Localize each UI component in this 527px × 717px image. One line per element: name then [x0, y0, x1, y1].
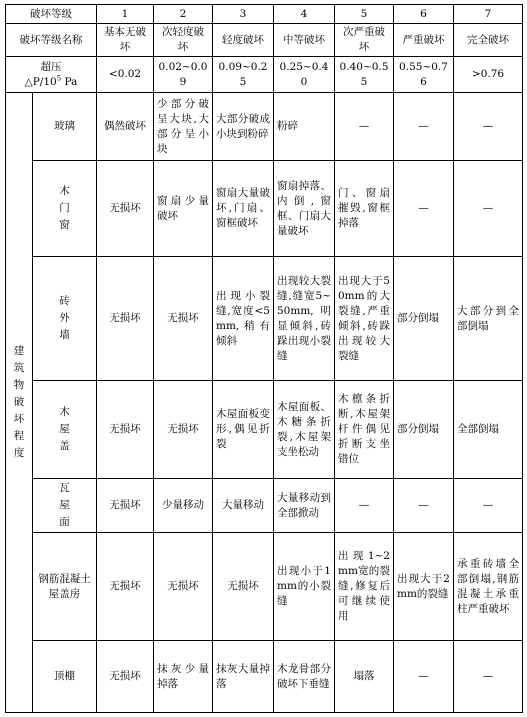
table-cell: 粉碎 — [274, 93, 335, 161]
table-cell: 木檩条折断,木屋架杆件偶见折断支坐错位 — [335, 381, 394, 479]
grade-1: 1 — [97, 5, 154, 24]
table-cell: 无损坏 — [97, 381, 154, 479]
pressure-label-line1: 超压 — [40, 60, 62, 73]
grade-label: 破坏等级 — [6, 5, 97, 24]
pressure-range-4: 0.25~0.40 — [274, 57, 335, 93]
table-cell: 大部分到全部倒塌 — [454, 257, 523, 381]
pressure-label-prefix: △P/10 — [24, 75, 57, 88]
grade-3: 3 — [213, 5, 274, 24]
table-cell: 承重砖墙全部倒塌,钢筋混凝土承重柱严重破坏 — [454, 533, 523, 641]
table-cell: 木屋面板、木糖条折裂,木屋架支坐松动 — [274, 381, 335, 479]
table-cell: 木屋面板变形,偶见折裂 — [213, 381, 274, 479]
row-label-tile-roof: 瓦屋面 — [33, 479, 97, 533]
table-cell: 部分倒塌 — [394, 381, 454, 479]
pressure-range-1: <0.02 — [97, 57, 154, 93]
grade-7: 7 — [454, 5, 523, 24]
table-cell: 出现1~2mm宽的裂缝,修复后可继续使用 — [335, 533, 394, 641]
table-cell: 出现小于1mm的小裂缝 — [274, 533, 335, 641]
document-page — [5, 4, 522, 713]
table-cell: 无损坏 — [154, 381, 213, 479]
table-cell: 大量移动到全部掀动 — [274, 479, 335, 533]
damage-grade-table — [5, 4, 523, 713]
pressure-label-unit: Pa — [61, 75, 78, 88]
table-row — [6, 93, 523, 161]
table-cell: 部分倒塌 — [394, 257, 454, 381]
table-cell: 抹灰大量掉落 — [213, 641, 274, 713]
grade-name-3: 轻度破坏 — [213, 24, 274, 57]
table-cell: — — [394, 161, 454, 257]
table-cell: 大量移动 — [213, 479, 274, 533]
table-cell: 窗扇掉落、内倒,窗框、门扇大量破坏 — [274, 161, 335, 257]
table-cell: — — [454, 479, 523, 533]
table-row — [6, 257, 523, 381]
row-label-wooden-roof: 木屋盖 — [33, 381, 97, 479]
table-cell: 无损坏 — [97, 533, 154, 641]
table-cell: 全部倒塌 — [454, 381, 523, 479]
table-cell: 少量移动 — [154, 479, 213, 533]
table-cell: 窗扇大量破坏,门扇、窗框破坏 — [213, 161, 274, 257]
table-cell: 出现小裂缝,宽度<5mm,稍有倾斜 — [213, 257, 274, 381]
table-cell: 无损坏 — [97, 479, 154, 533]
table-cell: — — [454, 641, 523, 713]
header-row-names — [6, 24, 523, 57]
table-cell: 木龙骨部分破坏下垂缝 — [274, 641, 335, 713]
table-cell: 大部分破成小块到粉碎 — [213, 93, 274, 161]
pressure-label-exp: 5 — [56, 74, 62, 82]
table-cell: 无损坏 — [154, 257, 213, 381]
table-cell: 无损坏 — [97, 257, 154, 381]
table-row — [6, 381, 523, 479]
row-label-wooden-door-window: 木门窗 — [33, 161, 97, 257]
grade-2: 2 — [154, 5, 213, 24]
grade-name-7: 完全破坏 — [454, 24, 523, 57]
table-cell: 出现较大裂缝,缝宽5~50mm,明显倾斜,砖跺出现小裂缝 — [274, 257, 335, 381]
table-row — [6, 533, 523, 641]
table-cell: 无损坏 — [97, 641, 154, 713]
grade-name-5: 次严重破坏 — [335, 24, 394, 57]
pressure-range-3: 0.09~0.25 — [213, 57, 274, 93]
header-row-grade — [6, 5, 523, 24]
table-cell: — — [335, 93, 394, 161]
pressure-label — [6, 57, 97, 93]
row-label-brick-wall: 砖外墙 — [33, 257, 97, 381]
table-cell: 偶然破坏 — [97, 93, 154, 161]
table-row — [6, 641, 523, 713]
table-cell: 塌落 — [335, 641, 394, 713]
table-cell: 无损坏 — [97, 161, 154, 257]
table-row — [6, 161, 523, 257]
row-label-rc-roof-building: 钢筋混凝土屋盖房 — [33, 533, 97, 641]
header-row-pressure — [6, 57, 523, 93]
table-cell: — — [394, 479, 454, 533]
table-cell: — — [394, 641, 454, 713]
table-cell: — — [454, 161, 523, 257]
pressure-range-6: 0.55~0.76 — [394, 57, 454, 93]
table-cell: 无损坏 — [154, 533, 213, 641]
table-cell: 出现大于2mm的裂缝 — [394, 533, 454, 641]
grade-4: 4 — [274, 5, 335, 24]
table-cell: — — [454, 93, 523, 161]
pressure-range-7: >0.76 — [454, 57, 523, 93]
grade-name-4: 中等破坏 — [274, 24, 335, 57]
table-cell: 无损坏 — [213, 533, 274, 641]
grade-6: 6 — [394, 5, 454, 24]
table-cell: 出现大于50mm的大裂缝,严重倾斜,砖跺出现较大裂缝 — [335, 257, 394, 381]
table-cell: — — [335, 479, 394, 533]
grade-name-6: 严重破坏 — [394, 24, 454, 57]
grade-name-1: 基本无破坏 — [97, 24, 154, 57]
table-cell: — — [394, 93, 454, 161]
table-row — [6, 479, 523, 533]
pressure-range-5: 0.40~0.55 — [335, 57, 394, 93]
pressure-range-2: 0.02~0.09 — [154, 57, 213, 93]
table-cell: 少部分破呈大块,大部分呈小块 — [154, 93, 213, 161]
table-cell: 门、窗扇摧毁,窗框掉落 — [335, 161, 394, 257]
group-label: 建筑物破坏程度 — [6, 93, 33, 713]
table-cell: 抹灰少量掉落 — [154, 641, 213, 713]
grade-5: 5 — [335, 5, 394, 24]
table-cell: 窗扇少量破坏 — [154, 161, 213, 257]
grade-name-2: 次轻度破坏 — [154, 24, 213, 57]
row-label-glass: 玻璃 — [33, 93, 97, 161]
grade-name-label: 破坏等级名称 — [6, 24, 97, 57]
row-label-ceiling: 顶棚 — [33, 641, 97, 713]
